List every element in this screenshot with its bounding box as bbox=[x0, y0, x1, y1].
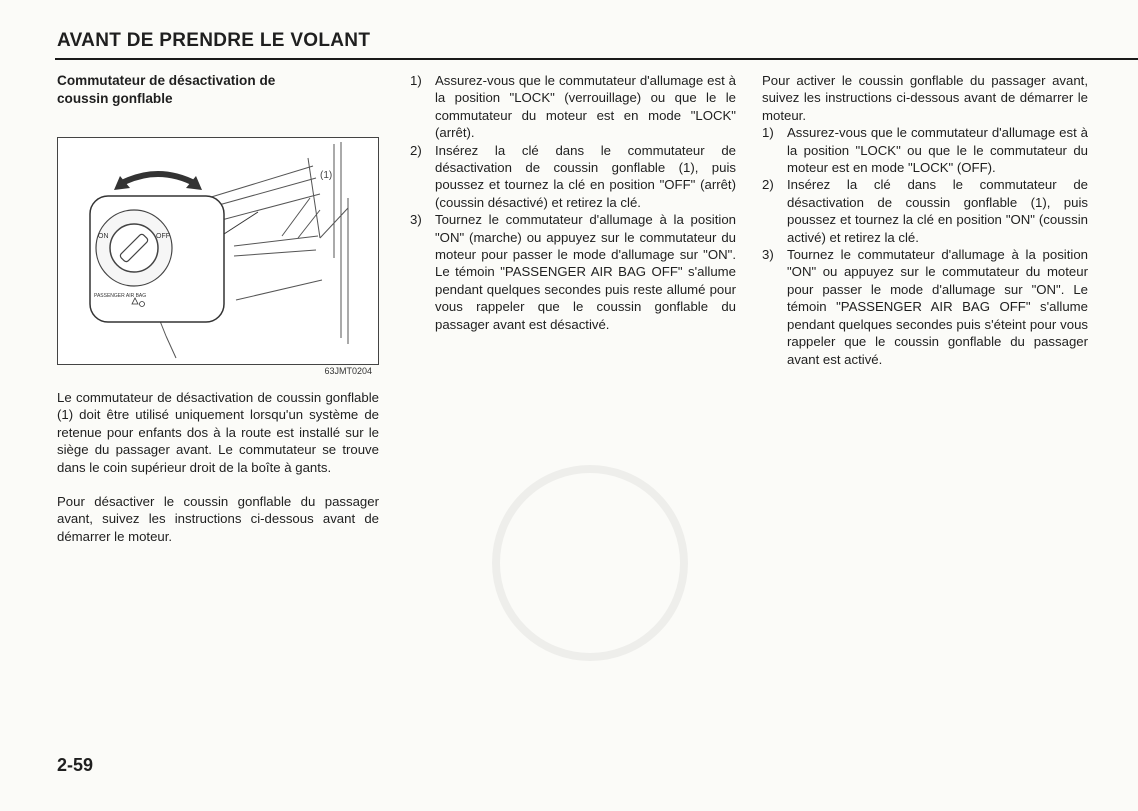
background-watermark bbox=[492, 465, 688, 661]
list-item bbox=[762, 124, 1088, 176]
section-title bbox=[57, 72, 379, 108]
step-number: 2) bbox=[410, 142, 422, 158]
paragraph-usage: Le commutateur de désactivation de coussin gonflable (1) doit être utilisé uniquement lorsqu'un système de retenue pour enfants dos à la route est installé sur le siège du passager avant. Le commutateur se trouve dans le coin supérieur droit de la boîte à gants. bbox=[57, 390, 379, 475]
step-number: 1) bbox=[410, 73, 422, 88]
step-text: Assurez-vous que le commutateur d'allumage est à la position "LOCK" (verrouillage) ou que le le commutateur du moteur est en mode "LOCK" (arrêt). bbox=[435, 73, 736, 141]
airbag-switch-figure bbox=[57, 137, 379, 376]
step-text: Tournez le commutateur d'allumage à la position "ON" ou appuyez sur le commutateur du moteur pour passer le mode d'allumage sur "ON". Le témoin "PASSENGER AIR BAG OFF" s'allume pendant quelques secondes puis s'éteint pour vous rappeler que le coussin gonflable du passager avant est activé. bbox=[787, 247, 1088, 367]
step-text: Insérez la clé dans le commutateur de désactivation de coussin gonflable (1), puis poussez et tournez la clé en position "OFF" (arrêt) (coussin désactivé) et retirez la clé. bbox=[435, 142, 736, 210]
column-right bbox=[762, 72, 1088, 368]
step-text: Tournez le commutateur d'allumage à la position "ON" (marche) ou appuyez sur le commutateur du moteur pour passer le mode d'allumage sur "ON". Le témoin "PASSENGER AIR BAG OFF" s'allume pendant quelques secondes puis reste allumé pour vous rappeler que le coussin gonflable du passager avant est désactivé. bbox=[435, 212, 736, 332]
step-number: 2) bbox=[762, 177, 774, 193]
column-middle bbox=[410, 72, 736, 333]
page-number: 2-59 bbox=[57, 755, 94, 775]
step-text: Insérez la clé dans le commutateur de désactivation de coussin gonflable (1), puis poussez et tournez la clé en position "ON" (coussin activé) et retirez la clé. bbox=[787, 177, 1088, 245]
section-title-line-1: Commutateur de désactivation de bbox=[57, 73, 276, 88]
figure-callout: (1) bbox=[320, 170, 333, 181]
switch-label-bottom: PASSENGER AIR BAG bbox=[94, 293, 147, 299]
figure-code: 63JMT0204 bbox=[324, 365, 372, 376]
step-number: 3) bbox=[410, 212, 422, 228]
header-rule bbox=[55, 58, 1138, 60]
column-left-body bbox=[57, 389, 379, 545]
list-item bbox=[762, 246, 1088, 368]
airbag-switch-illustration bbox=[58, 138, 378, 364]
paragraph-activate-intro: Pour activer le coussin gonflable du passager avant, suivez les instructions ci-dessous avant de démarrer le moteur. bbox=[762, 73, 1088, 123]
list-item bbox=[410, 72, 736, 142]
column-left bbox=[57, 72, 379, 545]
deactivate-steps bbox=[410, 72, 736, 333]
list-item bbox=[762, 176, 1088, 246]
switch-label-on: ON bbox=[98, 233, 109, 240]
step-number: 1) bbox=[762, 125, 774, 141]
page-title: AVANT DE PRENDRE LE VOLANT bbox=[57, 30, 371, 51]
step-number: 3) bbox=[762, 247, 774, 263]
list-item bbox=[410, 142, 736, 212]
step-text: Assurez-vous que le commutateur d'allumage est à la position "LOCK" ou que le le commutateur du moteur est en mode "LOCK" (OFF). bbox=[787, 125, 1088, 176]
switch-label-off: OFF bbox=[156, 233, 170, 240]
activate-steps bbox=[762, 124, 1088, 368]
section-title-line-2: coussin gonflable bbox=[57, 91, 173, 106]
list-item bbox=[410, 211, 736, 333]
paragraph-deactivate-intro: Pour désactiver le coussin gonflable du passager avant, suivez les instructions ci-dessous avant de démarrer le moteur. bbox=[57, 494, 379, 544]
